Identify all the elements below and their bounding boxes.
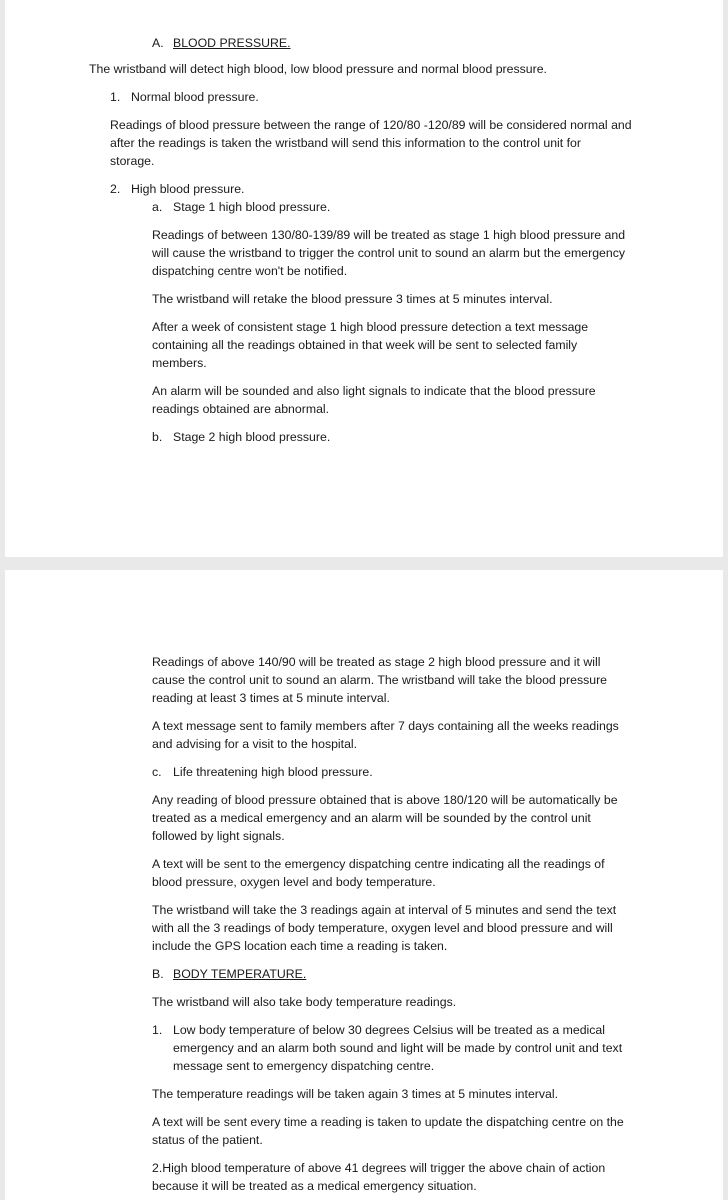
stage1-alarm-line: An alarm will be sounded and also light signals to indicate that the blood pressure <box>152 384 596 398</box>
life-line: followed by light signals. <box>152 829 285 843</box>
life-line: treated as a medical emergency and an alarm will be sounded by the control unit <box>152 811 591 825</box>
stage1-line: dispatching centre won't be notified. <box>152 264 348 278</box>
section-a-letter: A. <box>152 36 164 50</box>
stage1-week-line: After a week of consistent stage 1 high blood pressure detection a text message <box>152 320 589 334</box>
stage2-title: Stage 2 high blood pressure. <box>173 430 331 444</box>
intro-paragraph: The wristband will detect high blood, low blood pressure and normal blood pressure. <box>89 62 547 76</box>
normal-bp-line: Readings of blood pressure between the range of 120/80 -120/89 will be considered normal and <box>110 118 632 132</box>
stage1-line: Readings of between 130/80-139/89 will be treated as stage 1 high blood pressure and <box>152 228 626 242</box>
normal-bp-line: storage. <box>110 154 155 168</box>
normal-bp-title: Normal blood pressure. <box>131 90 259 104</box>
life-text-line: blood pressure, oxygen level and body temperature. <box>152 875 436 889</box>
list-number-2: 2. <box>110 182 121 196</box>
temp-intro-paragraph: The wristband will also take body temperature readings. <box>152 995 457 1009</box>
life-text-line: A text will be sent to the emergency dispatching centre indicating all the readings of <box>152 857 605 871</box>
stage1-week-line: members. <box>152 356 207 370</box>
life-gps-line: The wristband will take the 3 readings again at interval of 5 minutes and send the text <box>152 903 617 917</box>
stage2-text-line: and advising for a visit to the hospital. <box>152 737 358 751</box>
sub-letter-a: a. <box>152 200 163 214</box>
life-gps-line: include the GPS location each time a reading is taken. <box>152 939 448 953</box>
high-temp-line: because it will be treated as a medical emergency situation. <box>152 1179 477 1193</box>
list-number-1: 1. <box>110 90 121 104</box>
low-temp-line: emergency and an alarm both sound and light will be made by control unit and text <box>173 1041 623 1055</box>
low-temp-line: message sent to emergency dispatching centre. <box>173 1059 435 1073</box>
stage2-line: Readings of above 140/90 will be treated as stage 2 high blood pressure and it will <box>152 655 601 669</box>
section-b-heading: BODY TEMPERATURE. <box>173 967 307 981</box>
stage2-text-line: A text message sent to family members after 7 days containing all the weeks readings <box>152 719 619 733</box>
section-a-heading: BLOOD PRESSURE. <box>173 36 291 50</box>
document-page-1 <box>5 0 723 557</box>
temp-list-number-1: 1. <box>152 1023 163 1037</box>
stage2-line: reading at least 3 times at 5 minute interval. <box>152 691 390 705</box>
stage1-alarm-line: readings obtained are abnormal. <box>152 402 330 416</box>
low-temp-line: Low body temperature of below 30 degrees Celsius will be treated as a medical <box>173 1023 605 1037</box>
high-temp-line: 2.High blood temperature of above 41 degrees will trigger the above chain of action <box>152 1161 606 1175</box>
normal-bp-line: after the readings is taken the wristband will send this information to the control unit for <box>110 136 581 150</box>
temp-retake-paragraph: The temperature readings will be taken again 3 times at 5 minutes interval. <box>152 1087 559 1101</box>
sub-letter-c: c. <box>152 765 162 779</box>
temp-update-line: A text will be sent every time a reading is taken to update the dispatching centre on the <box>152 1115 624 1129</box>
sub-letter-b: b. <box>152 430 163 444</box>
life-line: Any reading of blood pressure obtained that is above 180/120 will be automatically be <box>152 793 618 807</box>
stage2-line: cause the control unit to sound an alarm. The wristband will take the blood pressure <box>152 673 608 687</box>
stage1-retake-paragraph: The wristband will retake the blood pressure 3 times at 5 minutes interval. <box>152 292 553 306</box>
life-gps-line: with all the 3 readings of body temperature, oxygen level and blood pressure and will <box>152 921 613 935</box>
document-page-2 <box>5 570 723 1200</box>
stage1-line: will cause the wristband to trigger the control unit to sound an alarm but the emergency <box>152 246 626 260</box>
high-bp-title: High blood pressure. <box>131 182 245 196</box>
stage1-title: Stage 1 high blood pressure. <box>173 200 331 214</box>
temp-update-line: status of the patient. <box>152 1133 263 1147</box>
life-threatening-title: Life threatening high blood pressure. <box>173 765 373 779</box>
stage1-week-line: containing all the readings obtained in that week will be sent to selected family <box>152 338 578 352</box>
section-b-letter: B. <box>152 967 164 981</box>
